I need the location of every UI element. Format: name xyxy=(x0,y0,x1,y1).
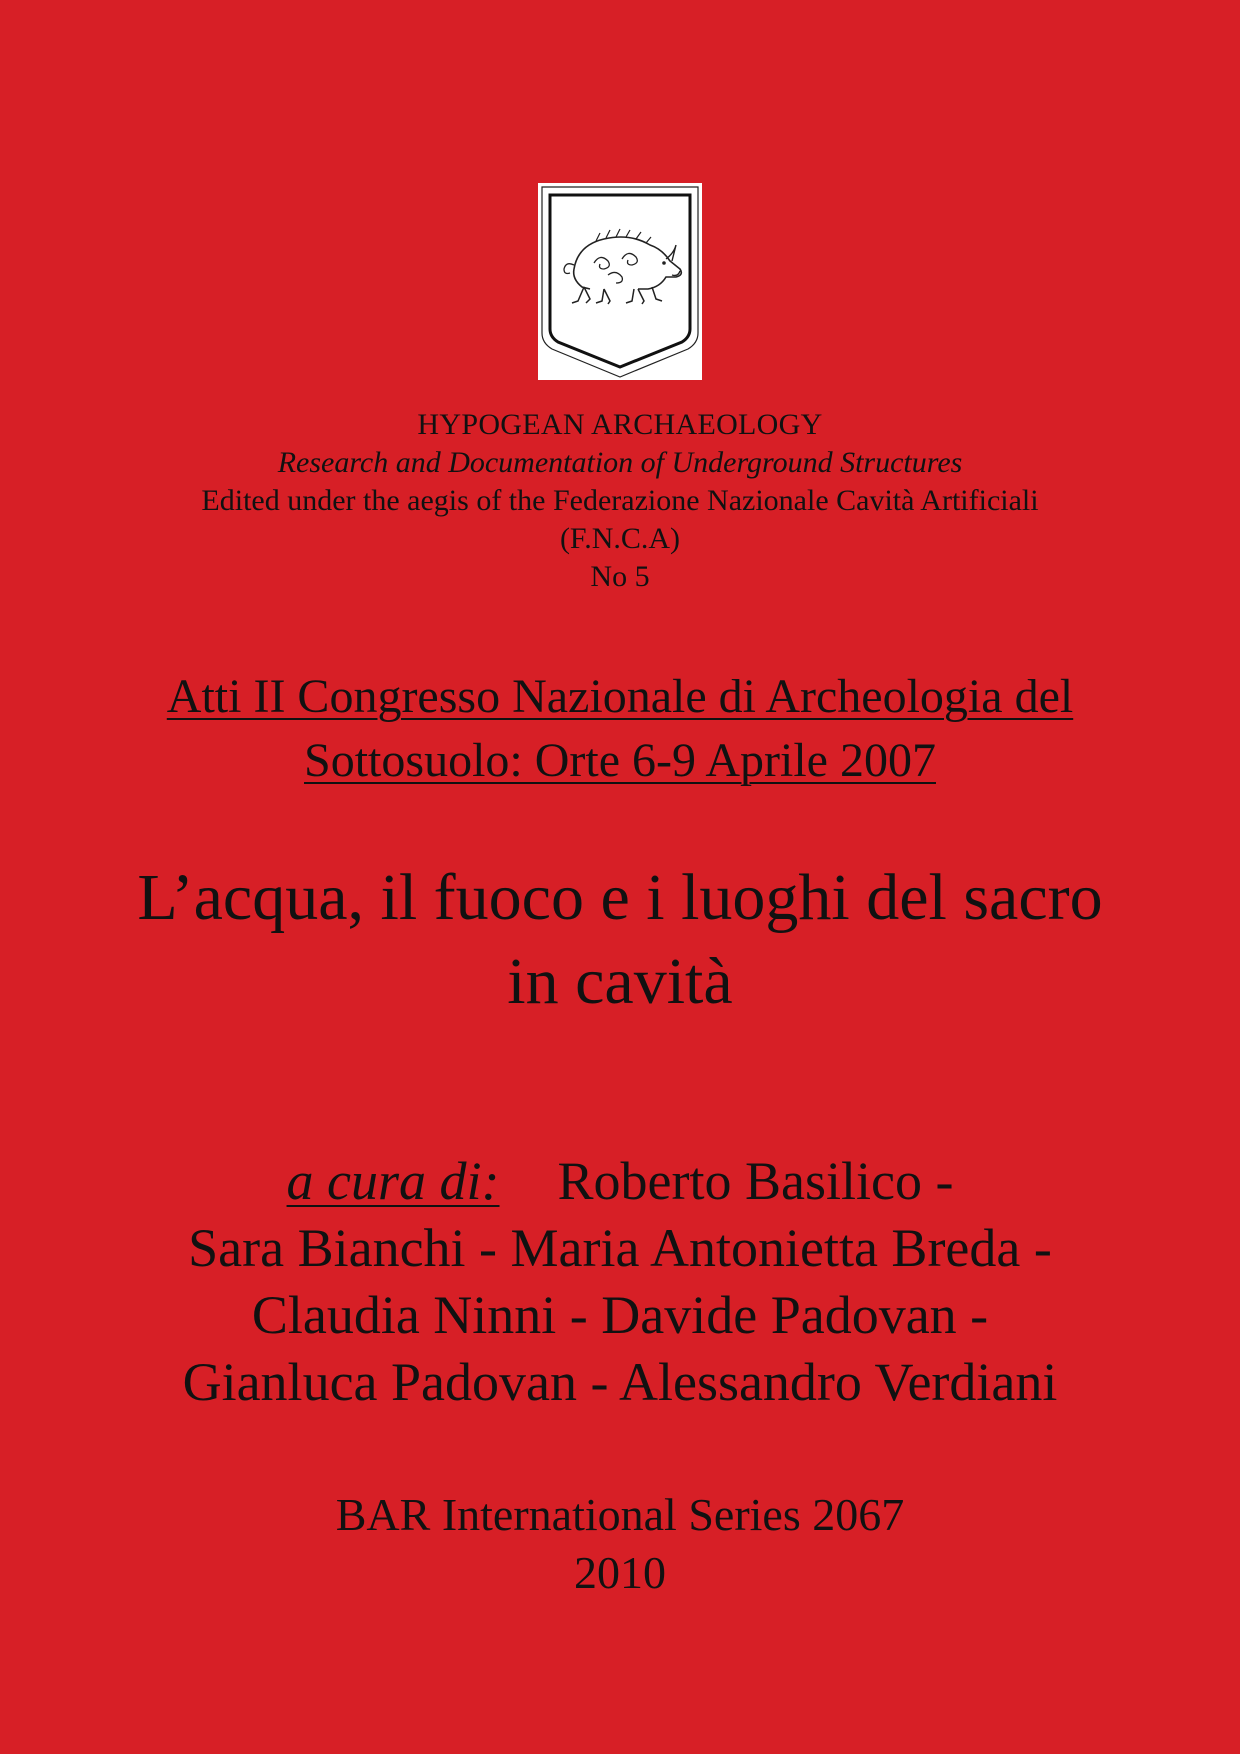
series-acronym: (F.N.C.A) xyxy=(559,522,681,555)
book-title-line-2: in cavità xyxy=(507,945,733,1018)
editors-label: a cura di: xyxy=(286,1151,500,1211)
boar-crest-icon xyxy=(538,183,702,380)
book-title xyxy=(0,856,1240,1024)
editors-block xyxy=(0,1148,1240,1416)
editor-names-line-4: Gianluca Padovan - Alessandro Verdiani xyxy=(182,1352,1058,1412)
editor-names-line-2: Sara Bianchi - Maria Antonietta Breda - xyxy=(188,1218,1052,1278)
publication-year: 2010 xyxy=(574,1547,666,1598)
series-info xyxy=(0,406,1240,596)
congress-line-1: Atti II Congresso Nazionale di Archeologia del xyxy=(166,670,1074,723)
series-subtitle: Research and Documentation of Underground Structures xyxy=(277,446,963,479)
series-number: No 5 xyxy=(590,560,650,593)
congress-title xyxy=(0,665,1240,793)
bar-series: BAR International Series 2067 xyxy=(335,1489,905,1540)
series-aegis: Edited under the aegis of the Federazione Nazionale Cavità Artificiali xyxy=(201,484,1039,517)
editor-names-line-1: Roberto Basilico - xyxy=(557,1151,954,1211)
series-emblem xyxy=(538,183,702,380)
imprint xyxy=(0,1486,1240,1602)
congress-line-2: Sottosuolo: Orte 6-9 Aprile 2007 xyxy=(304,734,936,787)
series-title: HYPOGEAN ARCHAEOLOGY xyxy=(417,408,823,441)
book-title-line-1: L’acqua, il fuoco e i luoghi del sacro xyxy=(137,861,1103,934)
editors-first-line xyxy=(0,1148,1240,1215)
editor-names-line-3: Claudia Ninni - Davide Padovan - xyxy=(251,1285,989,1345)
